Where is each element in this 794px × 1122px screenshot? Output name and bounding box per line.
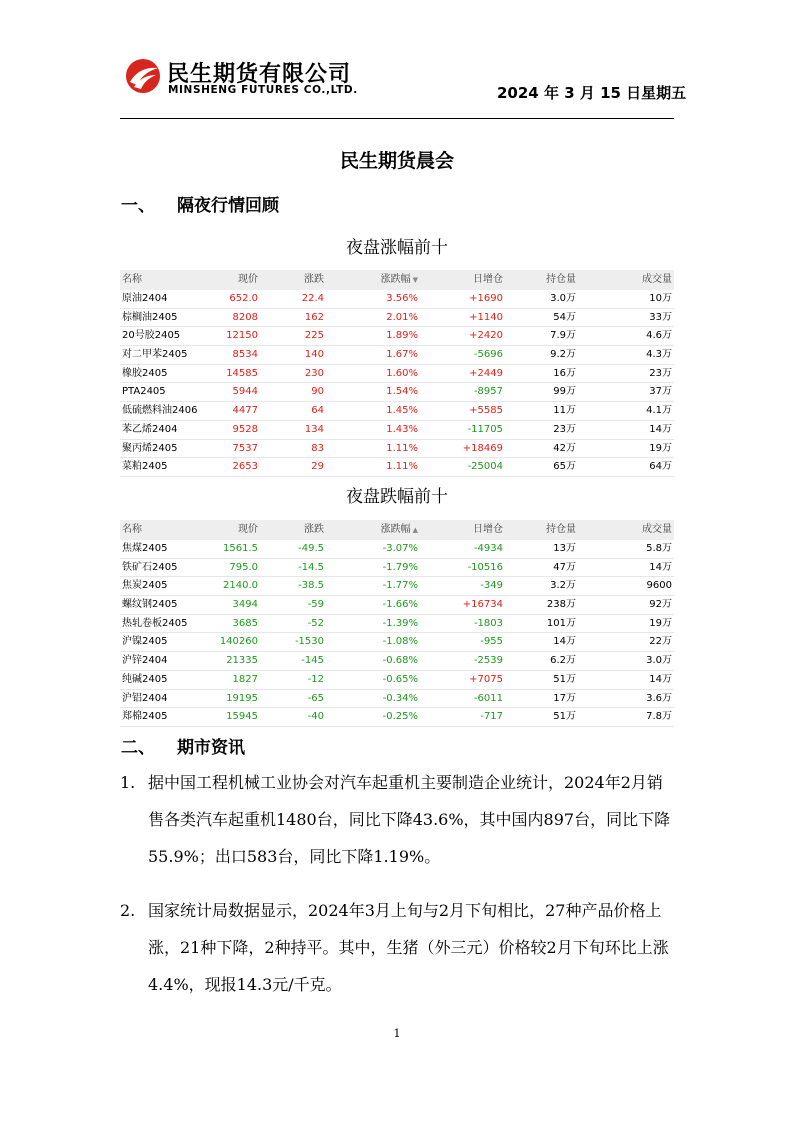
cell-price: 3494 [232,599,258,611]
cell-vol: 7.8万 [646,711,672,723]
cell-pct: -0.68% [382,655,418,667]
cell-pct: 1.89% [386,330,418,342]
gainers-table [120,270,674,477]
cell-pos: 23万 [553,423,576,435]
cell-pct: -0.34% [382,692,418,704]
table-row[interactable] [120,671,674,690]
cell-pos: 14万 [553,636,576,648]
cell-vol: 3.6万 [646,692,672,704]
column-header-pct[interactable] [381,270,418,290]
cell-price: 15945 [226,711,258,723]
cell-chg: 90 [311,386,324,398]
cell-price: 795.0 [229,561,258,573]
cell-vol: 9600 [646,580,672,592]
cell-vol: 14万 [649,673,672,685]
cell-pct: -1.66% [382,599,418,611]
column-header-label: 名称 [122,274,142,285]
cell-price: 652.0 [229,293,258,304]
column-header-name[interactable] [122,520,142,540]
table-row[interactable] [120,633,674,652]
cell-add: -8957 [473,386,503,398]
table-row[interactable] [120,596,674,615]
cell-vol: 10万 [649,293,672,304]
cell-chg: -145 [301,655,324,667]
cell-price: 2653 [232,461,258,473]
news-item-number: 2. [120,901,136,920]
table-row[interactable] [120,309,674,328]
cell-name: 郑棉2405 [122,711,168,723]
cell-chg: 225 [304,330,324,342]
cell-price: 21335 [226,655,258,667]
cell-chg: -49.5 [298,543,324,554]
company-logo [125,56,365,100]
cell-pct: -1.39% [382,617,418,629]
cell-chg: 134 [304,423,324,435]
cell-pct: 1.11% [386,461,418,473]
cell-name: 纯碱2405 [122,673,168,685]
cell-add: +5585 [469,405,503,417]
table-row[interactable] [120,652,674,671]
section-number: 一、 [121,196,155,216]
cell-chg: -59 [307,599,324,611]
cell-pos: 42万 [553,442,576,454]
cell-add: +1140 [469,311,503,323]
table-header [120,520,674,540]
cell-chg: -38.5 [298,580,324,592]
cell-add: -4934 [473,543,503,554]
cell-add: +1690 [469,293,503,304]
cell-chg: 64 [311,405,324,417]
cell-name: PTA2405 [122,386,166,398]
cell-vol: 23万 [649,367,672,379]
cell-add: -25004 [467,461,503,473]
column-header-label: 现价 [238,274,258,285]
cell-name: 棕榈油2405 [122,311,178,323]
column-header-label: 涨跌 [304,274,324,285]
cell-vol: 19万 [649,617,672,629]
table-row[interactable] [120,327,674,346]
column-header-chg[interactable] [304,520,324,540]
cell-add: -10516 [467,561,503,573]
cell-add: +2420 [469,330,503,342]
cell-pct: 1.54% [386,386,418,398]
cell-add: +2449 [469,367,503,379]
news-item-text: 国家统计局数据显示，2024年3月上旬与2月下旬相比，27种产品价格上涨，21种下降，2种持平。其中，生猪（外三元）价格较2月下旬环比上涨4.4%，现报14.3元/千克。 [148,901,669,994]
table-row[interactable] [120,383,674,402]
cell-pos: 13万 [553,543,576,554]
cell-add: -717 [480,711,503,723]
cell-chg: -14.5 [298,561,324,573]
column-header-label: 成交量 [642,274,672,285]
cell-pos: 238万 [546,599,576,611]
table-row[interactable] [120,708,674,727]
section-heading-overnight [121,191,279,216]
column-header-label: 日增仓 [473,274,503,285]
cell-pct: -1.77% [382,580,418,592]
cell-name: 铁矿石2405 [122,561,178,573]
cell-chg: 230 [304,367,324,379]
cell-name: 螺纹钢2405 [122,599,178,611]
gainers-table-title: 夜盘涨幅前十 [346,238,448,258]
cell-pct: 1.45% [386,405,418,417]
section-heading-news [121,733,245,758]
column-header-add[interactable] [473,520,503,540]
column-header-price[interactable] [238,270,258,290]
cell-name: 焦炭2405 [122,580,168,592]
column-header-vol[interactable] [642,520,672,540]
cell-vol: 3.0万 [646,655,672,667]
cell-pct: 1.11% [386,442,418,454]
cell-price: 8208 [232,311,258,323]
cell-pos: 16万 [553,367,576,379]
document-title: 民生期货晨会 [339,150,454,172]
cell-vol: 22万 [649,636,672,648]
report-date: 2024 年 3 月 15 日星期五 [497,84,687,102]
cell-price: 3685 [232,617,258,629]
cell-pos: 6.2万 [550,655,576,667]
cell-add: +16734 [462,599,503,611]
news-item-text: 据中国工程机械工业协会对汽车起重机主要制造企业统计，2024年2月销售各类汽车起重机1480台，同比下降43.6%，其中国内897台，同比下降55.9%；出口583台，同比下降1.19%。 [148,773,671,866]
losers-table-title: 夜盘跌幅前十 [346,487,448,507]
company-name-en: MINSHENG FUTURES CO.,LTD. [168,84,358,96]
cell-pct: 1.60% [386,367,418,379]
cell-name: 焦煤2405 [122,543,168,554]
table-row[interactable] [120,365,674,384]
column-header-label: 现价 [238,524,258,535]
cell-price: 1561.5 [223,543,258,554]
cell-name: 橡胶2405 [122,367,168,379]
cell-name: 原油2404 [122,293,168,304]
cell-pos: 51万 [553,673,576,685]
cell-add: +18469 [462,442,503,454]
cell-pos: 9.2万 [550,349,576,361]
table-row[interactable] [120,290,674,309]
cell-name: 20号胶2405 [122,330,181,342]
cell-chg: 22.4 [301,293,324,304]
cell-pos: 101万 [546,617,576,629]
news-item [120,892,674,1003]
cell-name: 沪锌2404 [122,655,168,667]
column-header-label: 涨跌 [304,524,324,535]
cell-pct: 3.56% [386,293,418,304]
cell-name: 热轧卷板2405 [122,617,188,629]
section-title: 期市资讯 [177,738,245,758]
table-row[interactable] [120,346,674,365]
cell-pos: 47万 [553,561,576,573]
cell-chg: 29 [311,461,324,473]
cell-price: 8534 [232,349,258,361]
cell-vol: 4.1万 [646,405,672,417]
column-header-name[interactable] [122,270,142,290]
column-header-label: 持仓量 [546,524,576,535]
column-header-label: 日增仓 [473,524,503,535]
column-header-chg[interactable] [304,270,324,290]
cell-price: 19195 [226,692,258,704]
table-row[interactable] [120,421,674,440]
cell-add: +7075 [469,673,503,685]
column-header-label: 持仓量 [546,274,576,285]
cell-vol: 37万 [649,386,672,398]
cell-chg: -40 [307,711,324,723]
cell-name: 对二甲苯2405 [122,349,188,361]
cell-pct: 2.01% [386,311,418,323]
cell-name: 菜粕2405 [122,461,168,473]
table-row[interactable] [120,690,674,709]
cell-price: 5944 [232,386,258,398]
cell-pos: 11万 [553,405,576,417]
cell-price: 7537 [232,442,258,454]
cell-add: -5696 [473,349,503,361]
cell-name: 低硫燃料油2406 [122,405,198,417]
column-header-pct[interactable] [381,520,418,540]
cell-price: 2140.0 [223,580,258,592]
table-row[interactable] [120,615,674,634]
column-header-pos[interactable] [546,520,576,540]
cell-pos: 99万 [553,386,576,398]
cell-pct: -0.25% [382,711,418,723]
cell-chg: 162 [304,311,324,323]
table-header [120,270,674,290]
cell-name: 沪镍2405 [122,636,168,648]
cell-pct: 1.67% [386,349,418,361]
cell-pos: 65万 [553,461,576,473]
cell-pos: 3.2万 [550,580,576,592]
cell-pct: -1.08% [382,636,418,648]
cell-pct: -3.07% [382,543,418,554]
cell-chg: -12 [307,673,324,685]
cell-price: 14585 [226,367,258,379]
cell-vol: 19万 [649,442,672,454]
cell-pct: -1.79% [382,561,418,573]
minsheng-logo-icon [125,58,161,94]
column-header-label: 成交量 [642,524,672,535]
cell-vol: 33万 [649,311,672,323]
cell-pos: 51万 [553,711,576,723]
cell-add: -11705 [467,423,503,435]
table-row[interactable] [120,458,674,477]
column-header-label: 涨跌幅 [380,274,411,285]
cell-name: 沪铝2404 [122,692,168,704]
cell-chg: 140 [304,349,324,361]
cell-price: 4477 [232,405,258,417]
cell-name: 聚丙烯2405 [122,442,178,454]
header-divider [120,118,674,119]
cell-price: 12150 [226,330,258,342]
cell-price: 1827 [232,673,258,685]
cell-add: -955 [480,636,503,648]
cell-add: -6011 [473,692,503,704]
column-header-vol[interactable] [642,270,672,290]
cell-chg: 83 [311,442,324,454]
cell-pct: 1.43% [386,423,418,435]
cell-price: 9528 [232,423,258,435]
cell-add: -2539 [473,655,503,667]
section-number: 二、 [121,738,155,758]
cell-vol: 14万 [649,423,672,435]
news-item [120,764,674,875]
cell-vol: 4.3万 [646,349,672,361]
cell-vol: 64万 [649,461,672,473]
losers-table [120,520,674,727]
table-row[interactable] [120,577,674,596]
cell-add: -349 [480,580,503,592]
sort-arrow-icon[interactable]: ▲ [412,526,418,534]
cell-vol: 4.6万 [646,330,672,342]
cell-chg: -65 [307,692,324,704]
cell-chg: -1530 [294,636,324,648]
news-item-number: 1. [120,773,136,792]
section-title: 隔夜行情回顾 [177,196,279,216]
table-row[interactable] [120,440,674,459]
cell-chg: -52 [307,617,324,629]
column-header-label: 名称 [122,524,142,535]
cell-vol: 5.8万 [646,543,672,554]
cell-add: -1803 [473,617,503,629]
page-number: 1 [393,1027,401,1040]
column-header-add[interactable] [473,270,503,290]
cell-name: 苯乙烯2404 [122,423,178,435]
sort-arrow-icon[interactable]: ▼ [412,276,418,284]
column-header-label: 涨跌幅 [380,524,411,535]
company-name-cn: 民生期货有限公司 [167,62,352,87]
cell-pos: 17万 [553,692,576,704]
column-header-price[interactable] [238,520,258,540]
table-row[interactable] [120,402,674,421]
cell-pos: 3.0万 [550,293,576,304]
table-row[interactable] [120,559,674,578]
cell-pos: 54万 [553,311,576,323]
cell-pct: -0.65% [382,673,418,685]
cell-pos: 7.9万 [550,330,576,342]
cell-vol: 92万 [649,599,672,611]
table-row[interactable] [120,540,674,559]
column-header-pos[interactable] [546,270,576,290]
cell-vol: 14万 [649,561,672,573]
cell-price: 140260 [219,636,258,648]
